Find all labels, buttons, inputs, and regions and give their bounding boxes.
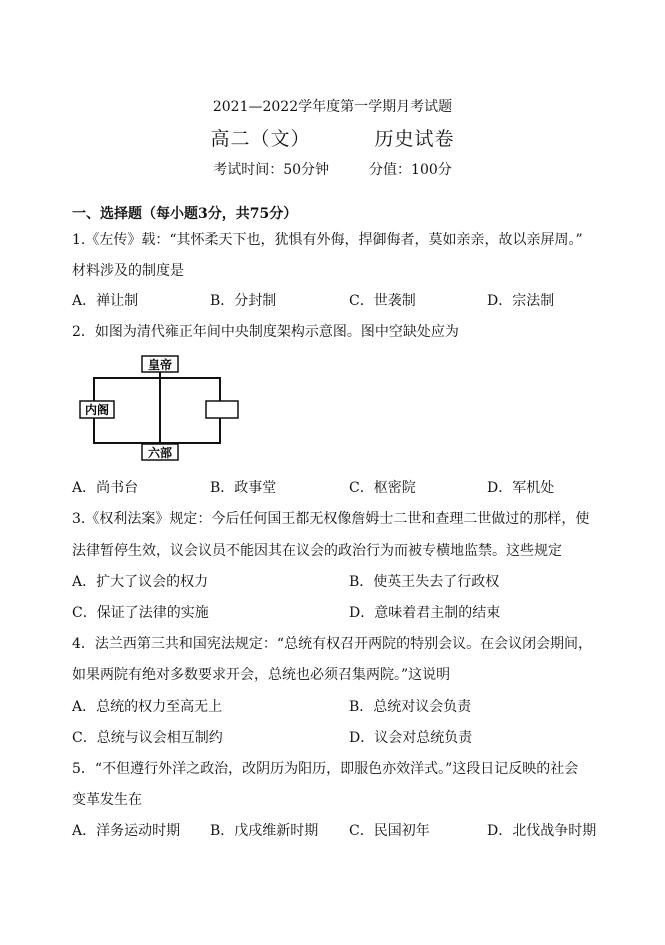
q3-option-a: A．扩大了议会的权力 <box>72 574 209 590</box>
question-4-stem: 4．法兰西第三共和国宪法规定：“总统有权召开两院的特别会议。在会议闭会期间， <box>72 636 593 652</box>
exam-score: 分值：100分 <box>369 162 452 178</box>
question-5-stem-cont: 变革发生在 <box>72 792 142 808</box>
question-3-stem: 3.《权利法案》规定：今后任何国王都无权像詹姆士二世和查理二世做过的那样，使 <box>72 511 590 527</box>
subject-label: 历史试卷 <box>374 128 455 150</box>
exam-year-title: 2021—2022学年度第一学期月考试题 <box>212 99 453 115</box>
question-4-stem-cont: 如果两院有绝对多数要求开会，总统也必须召集两院。”这说明 <box>72 667 451 683</box>
q3-option-d: D．意味着君主制的结束 <box>349 605 501 621</box>
q5-option-a: A．洋务运动时期 <box>72 823 181 839</box>
q2-option-d: D．军机处 <box>487 480 555 496</box>
q1-option-c: C．世袭制 <box>349 293 416 309</box>
q4-option-a: A．总统的权力至高无上 <box>72 699 223 715</box>
question-1-stem-cont: 材料涉及的制度是 <box>72 263 184 279</box>
blank-box <box>206 401 238 418</box>
cabinet-label: 内阁 <box>84 403 110 417</box>
question-5-stem: 5．“不但遵行外洋之政治，改阴历为阳历，即服色亦效洋式。”这段日记反映的社会 <box>72 761 579 777</box>
q3-option-c: C．保证了法律的实施 <box>72 605 209 621</box>
question-1-stem: 1.《左传》载：“其怀柔天下也，犹惧有外侮，捍御侮者，莫如亲亲，故以亲屏周。” <box>72 232 583 248</box>
exam-title <box>0 124 665 151</box>
q5-option-c: C．民国初年 <box>349 823 430 839</box>
emperor-label: 皇帝 <box>147 358 173 372</box>
q1-option-b: B．分封制 <box>210 293 277 309</box>
question-3-stem-cont: 法律暂停生效，议会议员不能因其在议会的政治行为而被专横地监禁。这些规定 <box>72 543 562 559</box>
q2-option-c: C．枢密院 <box>349 480 416 496</box>
question-2-stem: 2．如图为清代雍正年间中央制度架构示意图。图中空缺处应为 <box>72 324 459 340</box>
q4-option-b: B．总统对议会负责 <box>349 699 472 715</box>
q5-option-b: B．戊戌维新时期 <box>210 823 319 839</box>
q4-option-d: D．议会对总统负责 <box>349 730 473 746</box>
six-ministries-label: 六部 <box>147 446 173 460</box>
grade-label: 高二（文） <box>210 128 311 150</box>
q4-option-c: C．总统与议会相互制约 <box>72 730 223 746</box>
q2-option-a: A．尚书台 <box>72 480 139 496</box>
section-title: 一、选择题（每小题3分，共75分） <box>72 206 298 222</box>
q2-option-b: B．政事堂 <box>210 480 277 496</box>
exam-meta <box>0 159 665 179</box>
q1-option-a: A．禅让制 <box>72 293 139 309</box>
q5-option-d: D．北伐战争时期 <box>487 823 597 839</box>
central-system-diagram <box>72 350 242 468</box>
q3-option-b: B．使英王失去了行政权 <box>349 574 500 590</box>
exam-time: 考试时间：50分钟 <box>213 162 330 178</box>
q1-option-d: D．宗法制 <box>487 293 555 309</box>
